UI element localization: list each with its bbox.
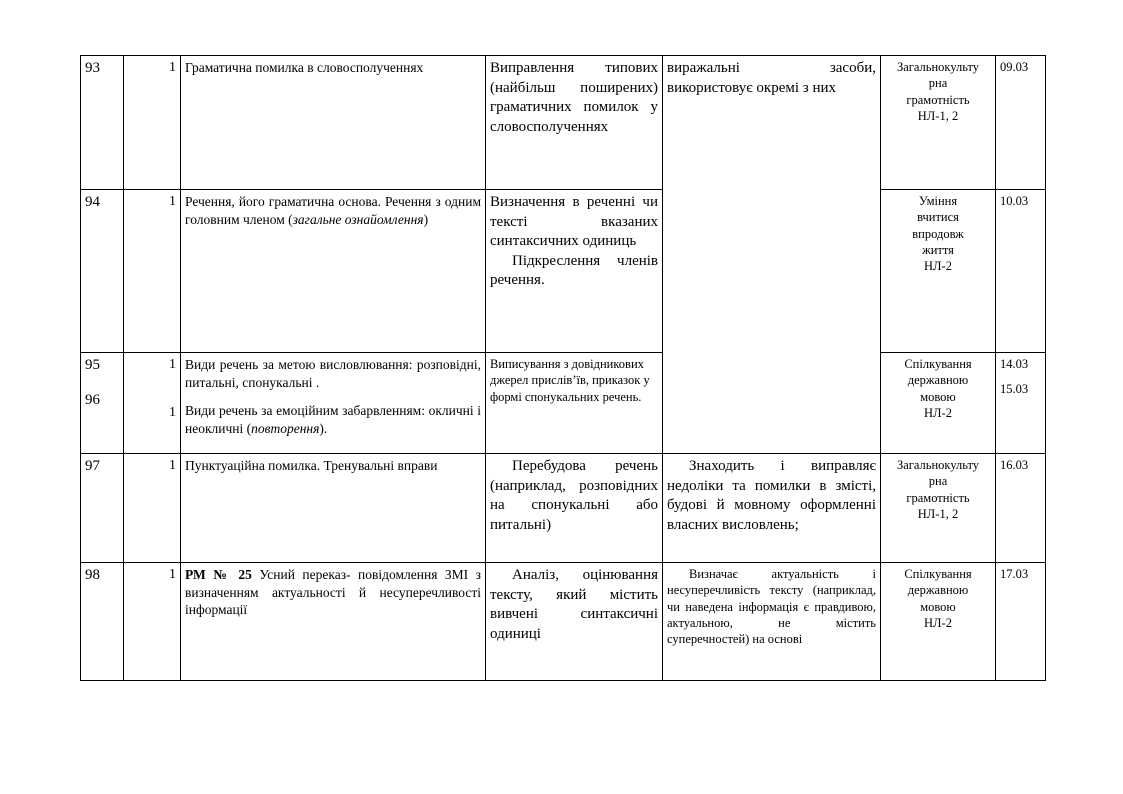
lesson-date: [996, 190, 1046, 353]
competence-line: грамотність: [906, 490, 970, 505]
competence-line: Уміння: [918, 194, 958, 208]
date-value: 17.03: [1000, 567, 1029, 581]
lesson-skill: Аналіз, оцінювання тексту, який містить вивчені синтаксичні одиниці: [486, 563, 663, 681]
spacer: [185, 391, 481, 402]
lesson-hours: [124, 353, 181, 454]
lesson-result: Знаходить і виправляє недоліки та помилки в змісті, будові й мовному оформленні власних висловлень;: [663, 454, 881, 563]
lesson-skill: Перебудова речень (наприклад, розповідних на спонукальні або питальні): [486, 454, 663, 563]
competence-code: НЛ-1, 2: [917, 506, 959, 521]
lesson-competence: [881, 353, 996, 454]
lesson-date: [996, 353, 1046, 454]
topic-text-italic: загальне ознайомлення: [292, 211, 424, 227]
competence-code: НЛ-2: [924, 405, 952, 420]
table-row: [81, 563, 1046, 681]
lesson-topic: [181, 563, 486, 681]
date-value: 10.03: [1000, 194, 1029, 208]
lesson-topic: [181, 190, 486, 353]
topic-text-tail: ): [423, 211, 429, 227]
skill-part-2: Підкреслення членів речення.: [490, 252, 658, 288]
lesson-number: 98: [81, 563, 124, 681]
lesson-hours: 1: [124, 563, 181, 681]
topic-text: Види речень за емоційним забарвленням: окличні і неокличні (: [185, 403, 481, 436]
table-row: [81, 56, 1046, 190]
spacer: [85, 376, 119, 391]
competence-code: НЛ-1, 2: [917, 108, 959, 123]
competence-line: грамотність: [906, 92, 970, 107]
spacer: [1000, 372, 1041, 381]
lesson-result-merged: виражальні засоби, використовує окремі з них: [663, 56, 881, 454]
lesson-plan-table: [80, 55, 1046, 681]
topic-part-1: Види речень за метою висловлювання: розповідні, питальні, спонукальні .: [185, 357, 481, 390]
spacer: [128, 374, 176, 389]
competence-line: мовою: [920, 389, 956, 404]
lesson-date: [996, 563, 1046, 681]
lesson-date: [996, 454, 1046, 563]
lesson-hours: 1: [124, 454, 181, 563]
lesson-competence: [881, 190, 996, 353]
lesson-topic: Пунктуаційна помилка. Тренувальні вправи: [181, 454, 486, 563]
topic-part-2: [185, 402, 481, 437]
lesson-result: Визначає актуальність і несуперечливість тексту (наприклад, чи наведена інформація є правдивою, актуальною, не містить суперечностей) на основі: [663, 563, 881, 681]
competence-line: державною: [907, 583, 969, 598]
lesson-skill: Виписування з довідникових джерел прислів’їв, приказок у формі спонукальних речень.: [486, 353, 663, 454]
topic-text-italic: повторення: [251, 420, 320, 436]
lesson-number: 97: [81, 454, 124, 563]
topic-text: Усний переказ- повідомлення ЗМІ з визначенням актуальності й несуперечливості інформації: [185, 567, 481, 618]
lesson-number: 94: [81, 190, 124, 353]
lesson-skill: [486, 190, 663, 353]
competence-line: державною: [907, 373, 969, 388]
lesson-skill: Виправлення типових (найбільш поширених) граматичних помилок у словосполученнях: [486, 56, 663, 190]
table-row: [81, 353, 1046, 454]
lesson-hours: 1: [124, 56, 181, 190]
lesson-number-second: 96: [85, 391, 100, 408]
lesson-topic: Граматична помилка в словосполученнях: [181, 56, 486, 190]
topic-label-bold: РМ № 25: [185, 567, 252, 582]
lesson-hours-first: 1: [169, 357, 176, 372]
lesson-number-first: 95: [85, 357, 100, 373]
competence-code: НЛ-2: [924, 615, 952, 630]
competence-line: Спілкування: [904, 357, 972, 371]
competence-line: вчитися: [917, 210, 959, 225]
competence-code: НЛ-2: [924, 259, 952, 273]
competence-line: мовою: [920, 599, 956, 614]
competence-line: життя: [922, 242, 954, 257]
table-row: [81, 190, 1046, 353]
date-value: 14.03: [1000, 357, 1029, 371]
skill-part-1: Визначення в реченні чи тексті вказаних синтаксичних одиниць: [490, 194, 658, 249]
lesson-date: [996, 56, 1046, 190]
competence-line: рна: [928, 76, 948, 91]
lesson-number: [81, 353, 124, 454]
lesson-hours-second: 1: [169, 405, 176, 421]
topic-text: Речення, його граматична основа. Речення з одним головним членом (: [185, 194, 481, 227]
table-row: [81, 454, 1046, 563]
competence-line: Загальнокульту: [896, 458, 980, 472]
competence-line: Спілкування: [904, 567, 972, 581]
lesson-competence: [881, 56, 996, 190]
date-value: 15.03: [1000, 382, 1029, 397]
topic-text-tail: ).: [319, 420, 328, 436]
spacer: [128, 389, 176, 404]
lesson-competence: [881, 563, 996, 681]
lesson-topic: [181, 353, 486, 454]
date-value: 09.03: [1000, 60, 1029, 74]
competence-line: рна: [928, 474, 948, 489]
lesson-hours: 1: [124, 190, 181, 353]
lesson-competence: [881, 454, 996, 563]
lesson-number: 93: [81, 56, 124, 190]
date-value: 16.03: [1000, 458, 1029, 472]
competence-line: Загальнокульту: [896, 60, 980, 74]
competence-line: впродовж: [912, 226, 964, 241]
